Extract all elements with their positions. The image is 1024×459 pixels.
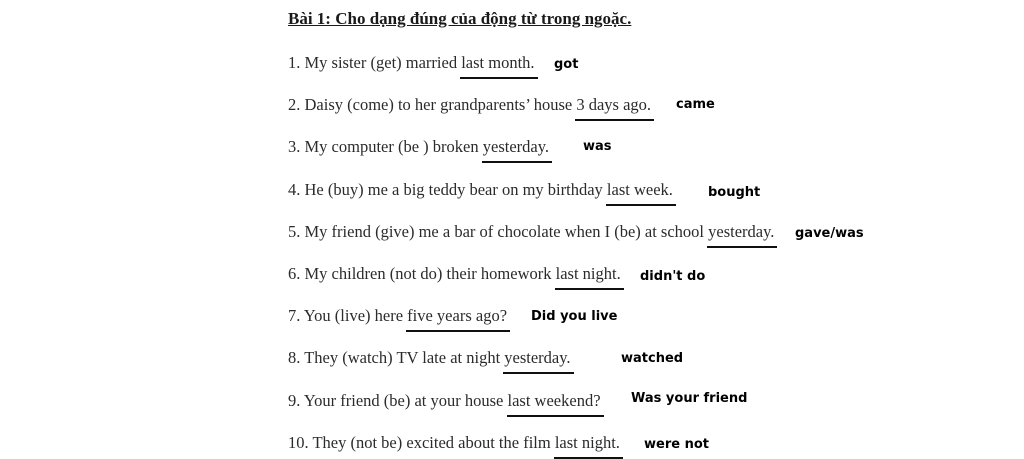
item-text: 1. My sister (get) married — [288, 53, 462, 72]
item-text: 4. He (buy) me a big teddy bear on my birthday — [288, 180, 607, 199]
exercise-item-8 — [288, 348, 571, 368]
exercise-item-5 — [288, 222, 774, 242]
time-expression: last week. — [606, 180, 673, 199]
answer-5: gave/was — [795, 226, 864, 241]
time-expression: last night. — [555, 264, 621, 283]
item-text: 2. Daisy (come) to her grandparents’ house — [288, 95, 577, 114]
exercise-item-4 — [288, 180, 673, 200]
answer-1: got — [554, 57, 579, 72]
item-text: 10. They (not be) excited about the film — [288, 433, 555, 452]
exercise-title: Bài 1: Cho dạng đúng của động từ trong ngoặc. — [288, 9, 632, 28]
answer-3: was — [583, 139, 612, 154]
time-expression: last month. — [461, 53, 535, 72]
answer-6: didn't do — [640, 269, 706, 284]
time-expression: yesterday. — [504, 348, 571, 367]
answer-10: were not — [644, 437, 709, 452]
time-expression: yesterday. — [482, 137, 550, 156]
time-expression: last weekend? — [507, 391, 601, 410]
exercise-item-7 — [288, 306, 507, 326]
exercise-item-1 — [288, 53, 535, 73]
item-text: 3. My computer (be ) broken — [288, 137, 483, 156]
item-text: 6. My children (not do) their homework — [288, 264, 556, 283]
answer-4: bought — [708, 185, 761, 200]
time-expression: 3 days ago. — [576, 95, 652, 114]
time-expression: last night. — [554, 433, 620, 452]
answer-9: Was your friend — [631, 391, 748, 406]
item-text: 7. You (live) here — [288, 306, 408, 325]
item-text: 5. My friend (give) me a bar of chocolate when I (be) at school — [288, 222, 709, 241]
answer-7: Did you live — [531, 309, 618, 324]
exercise-item-6 — [288, 264, 621, 284]
exercise-item-9 — [288, 391, 601, 411]
item-text: 9. Your friend (be) at your house — [288, 391, 508, 410]
answer-2: came — [676, 97, 715, 112]
time-expression: five years ago? — [407, 306, 508, 325]
answer-8: watched — [621, 351, 684, 366]
exercise-item-10 — [288, 433, 620, 453]
time-expression: yesterday. — [708, 222, 775, 241]
exercise-item-3 — [288, 137, 549, 157]
item-text: 8. They (watch) TV late at night — [288, 348, 505, 367]
exercise-item-2 — [288, 95, 651, 115]
